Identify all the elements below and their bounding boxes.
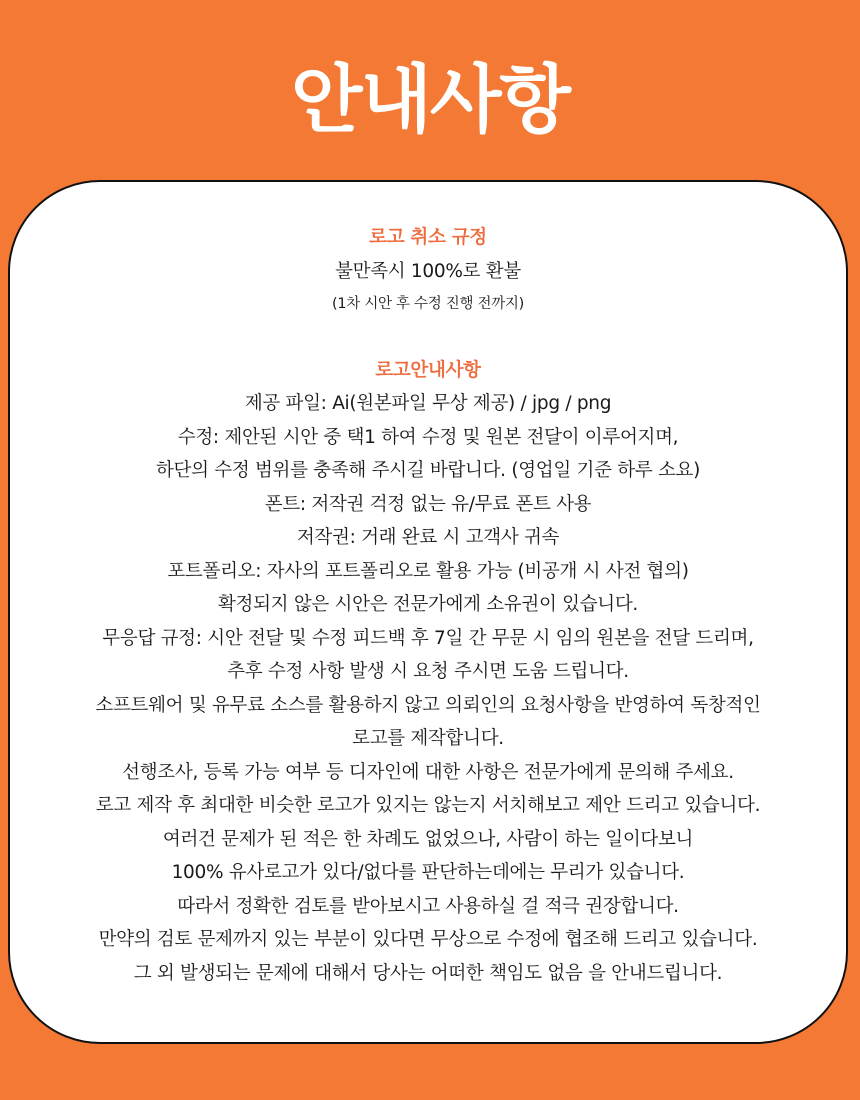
info-line: 폰트: 저작권 걱정 없는 유/무료 폰트 사용: [264, 493, 592, 515]
info-line: 로고 제작 후 최대한 비슷한 로고가 있지는 않는지 서치해보고 제안 드리고 있습니다.: [95, 795, 761, 816]
info-line: 하단의 수정 범위를 충족해 주시길 바랍니다. (영업일 기준 하루 소요): [155, 460, 701, 481]
cancel-policy-note: (1차 시안 후 수정 진행 전까지): [332, 296, 524, 312]
cancel-policy-line: 불만족시 100%로 환불: [335, 260, 521, 282]
info-line: 100% 유사로고가 있다/없다를 판단하는데에는 무리가 있습니다.: [171, 862, 685, 883]
info-line: 수정: 제안된 시안 중 택1 하여 수정 및 원본 전달이 이루어지며,: [177, 426, 679, 448]
info-line: 제공 파일: Ai(원본파일 무상 제공) / jpg / png: [244, 393, 612, 414]
info-line: 따라서 정확한 검토를 받아보시고 사용하실 걸 적극 권장합니다.: [177, 895, 679, 917]
logo-info-lines: [10, 387, 846, 990]
info-line: 만약의 검토 문제까지 있는 부분이 있다면 무상으로 수정에 협조해 드리고 있습니다.: [98, 929, 758, 950]
info-line: 소프트웨어 및 유무료 소스를 활용하지 않고 의뢰인의 요청사항을 반영하여 독창적인: [95, 694, 761, 716]
info-line: 여러건 문제가 된 적은 한 차례도 없었으나, 사람이 하는 일이다보니: [162, 828, 694, 850]
info-line: 추후 수정 사항 발생 시 요청 주시면 도움 드립니다.: [227, 661, 629, 682]
logo-info-heading: 로고안내사항: [375, 359, 481, 381]
info-line: 그 외 발생되는 문제에 대해서 당사는 어떠한 책임도 없음 을 안내드립니다.: [133, 962, 723, 984]
info-line: 무응답 규정: 시안 전달 및 수정 피드백 후 7일 간 무문 시 임의 원본을 전달 드리며,: [102, 627, 754, 649]
info-line: 선행조사, 등록 가능 여부 등 디자인에 대한 사항은 전문가에게 문의해 주세요.: [122, 761, 734, 783]
section-spacer: [10, 322, 846, 354]
info-line: 확정되지 않은 시안은 전문가에게 소유권이 있습니다.: [217, 594, 639, 615]
cancel-policy-heading: 로고 취소 규정: [369, 227, 487, 248]
info-line: 저작권: 거래 완료 시 고객사 귀속: [296, 527, 560, 548]
info-line: 포트폴리오: 자사의 포트폴리오로 활용 가능 (비공개 시 사전 협의): [167, 560, 689, 582]
info-line: 로고를 제작합니다.: [352, 728, 504, 749]
page-title: 안내사항: [291, 57, 569, 143]
notice-card: [8, 180, 848, 1044]
